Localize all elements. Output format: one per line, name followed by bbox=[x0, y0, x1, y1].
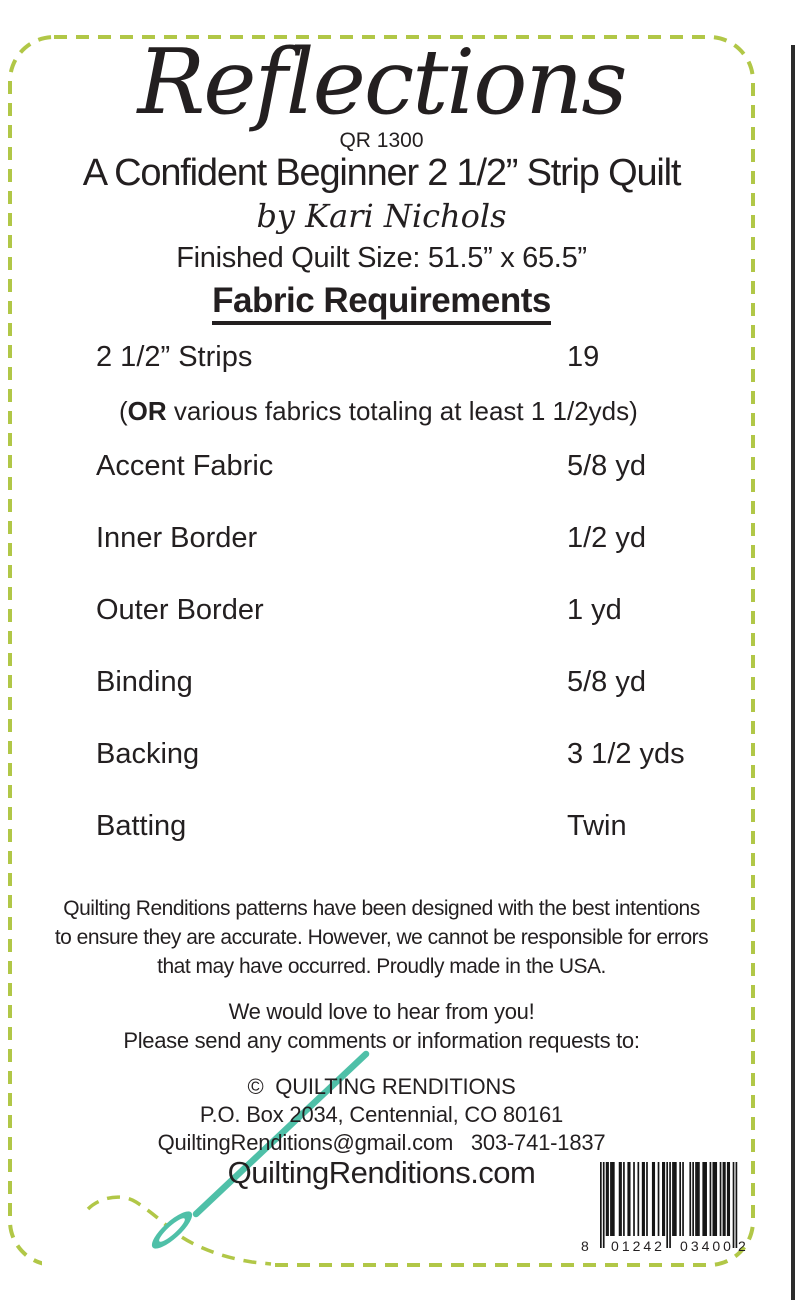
table-row bbox=[96, 667, 753, 697]
barcode-digits-group1: 01242 bbox=[611, 1238, 665, 1254]
section-heading-fabric-requirements: Fabric Requirements bbox=[10, 281, 753, 321]
text-line: Please send any comments or information requests to: bbox=[123, 1028, 640, 1053]
text-line: to ensure they are accurate. However, we cannot be responsible for errors bbox=[54, 926, 709, 949]
row-value: Twin bbox=[567, 810, 627, 842]
row-label: Accent Fabric bbox=[96, 450, 274, 482]
row-label: Inner Border bbox=[96, 522, 258, 554]
table-rows bbox=[96, 451, 753, 841]
email-phone-line: QuiltingRenditions@gmail.com 303-741-1837 bbox=[157, 1130, 606, 1155]
text-line: Quilting Renditions patterns have been designed with the best intentions bbox=[63, 897, 700, 920]
page-subtitle: A Confident Beginner 2 1/2” Strip Quilt bbox=[82, 152, 681, 194]
table-row bbox=[96, 342, 753, 372]
barcode-digits-group2: 03400 bbox=[680, 1238, 734, 1254]
byline: by Kari Nichols bbox=[256, 197, 507, 235]
text-line: that may have occurred. Proudly made in the USA. bbox=[157, 955, 606, 978]
finished-quilt-size: Finished Quilt Size: 51.5” x 65.5” bbox=[176, 242, 587, 274]
note-bold-or: OR bbox=[127, 396, 167, 426]
requirements-note: (OR various fabrics totaling at least 1 1/2yds) bbox=[119, 396, 638, 426]
row-value: 19 bbox=[567, 341, 600, 373]
row-label: 2 1/2” Strips bbox=[96, 341, 253, 373]
table-row bbox=[96, 739, 753, 769]
row-value: 1 yd bbox=[567, 594, 622, 626]
invitation-text bbox=[10, 997, 753, 1055]
text-line: We would love to hear from you! bbox=[228, 999, 535, 1024]
table-row bbox=[96, 595, 753, 625]
row-value: 5/8 yd bbox=[567, 666, 646, 698]
row-label: Outer Border bbox=[96, 594, 264, 626]
website-line: QuiltingRenditions.com bbox=[227, 1155, 536, 1190]
fabric-requirements-table bbox=[96, 342, 753, 841]
page-edge-line bbox=[791, 45, 795, 1300]
barcode-digit-trail: 2 bbox=[738, 1238, 746, 1254]
row-label: Batting bbox=[96, 810, 187, 842]
table-row bbox=[96, 451, 753, 481]
row-value: 5/8 yd bbox=[567, 450, 646, 482]
table-row bbox=[96, 523, 753, 553]
pattern-number: QR 1300 bbox=[339, 129, 424, 152]
contact-block bbox=[10, 1073, 753, 1190]
border-gap-mask bbox=[42, 1250, 270, 1282]
row-label: Binding bbox=[96, 666, 193, 698]
barcode-digit-lead: 8 bbox=[581, 1238, 589, 1254]
address-line: P.O. Box 2034, Centennial, CO 80161 bbox=[199, 1102, 564, 1127]
disclaimer-text bbox=[10, 894, 753, 981]
row-value: 1/2 yd bbox=[567, 522, 646, 554]
table-row bbox=[96, 811, 753, 841]
row-label: Backing bbox=[96, 738, 200, 770]
page-title: Reflections bbox=[137, 30, 626, 135]
row-value: 3 1/2 yds bbox=[567, 738, 685, 770]
copyright-line: © QUILTING RENDITIONS bbox=[247, 1074, 516, 1099]
